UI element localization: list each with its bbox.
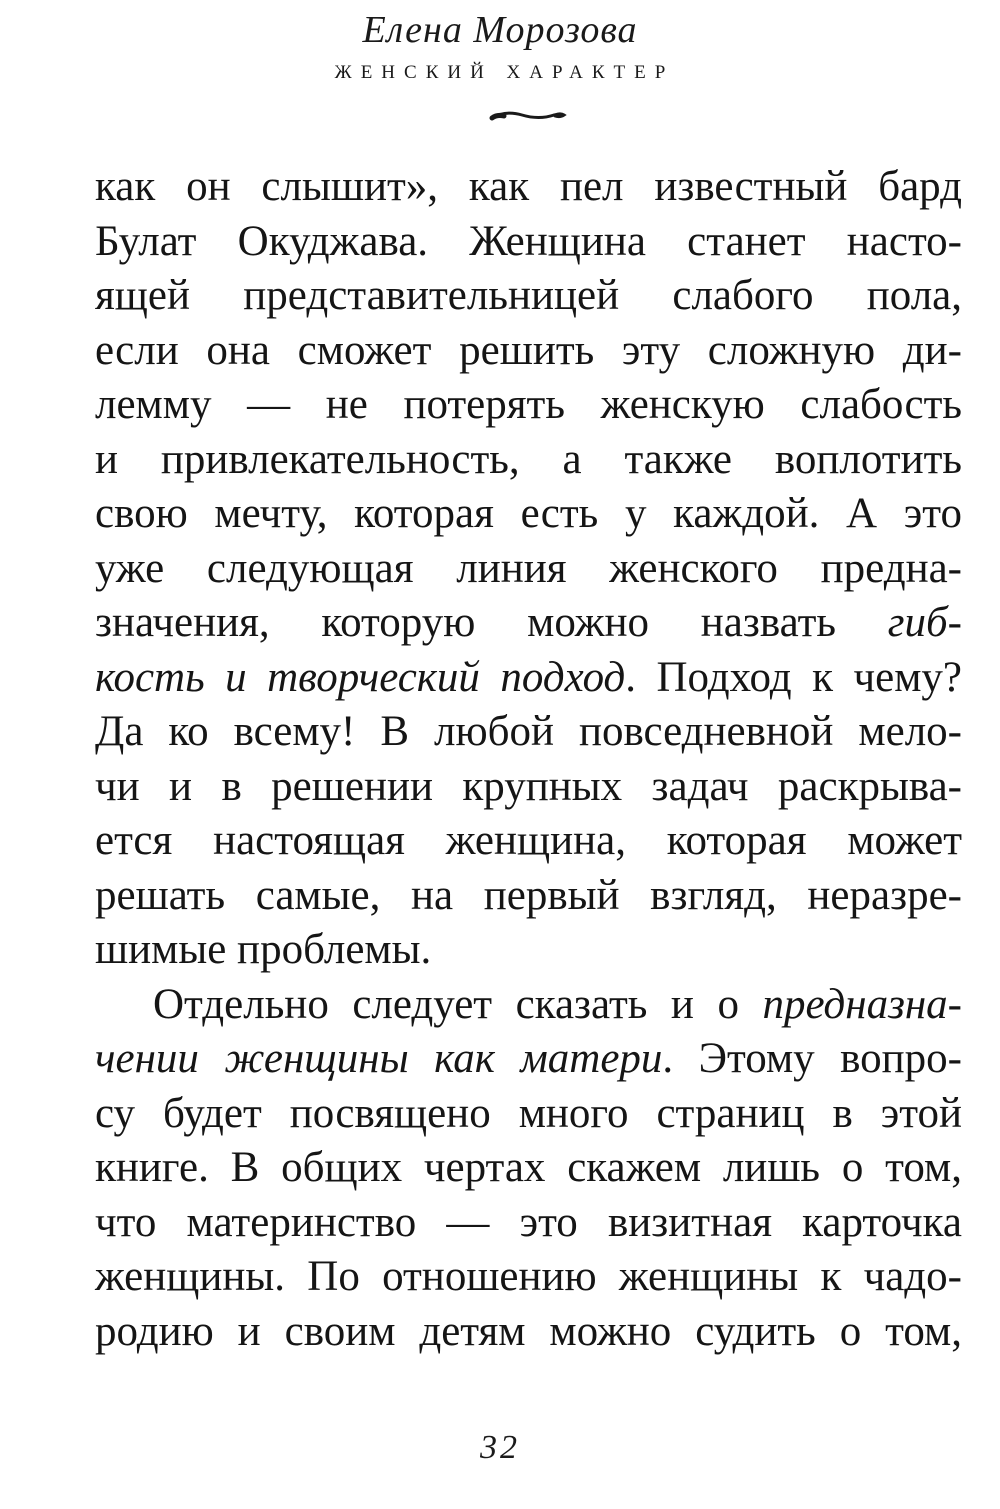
text-line: если она сможет решить эту сложную ди- [95, 326, 962, 374]
text-line: как он слышит», как пел известный бард [95, 163, 962, 210]
page-number: 32 [480, 1429, 520, 1466]
running-header [0, 8, 1000, 84]
text-line: су будет посвящено много страниц в этой [95, 1089, 962, 1137]
text-line: ется настоящая женщина, которая может [95, 817, 962, 864]
text-line: кость и творческий подход. Подход к чему? [95, 653, 963, 701]
text-line: что материнство — это визитная карточка [95, 1198, 962, 1246]
text-line: Булат Окуджава. Женщина станет насто- [95, 217, 962, 265]
italic-phrase: предназна- [762, 980, 962, 1028]
text-line: родию и своим детям можно судить о том, [95, 1307, 962, 1355]
text-line: значения, которую можно назвать гиб- [95, 599, 962, 646]
text-line: шимые проблемы. [95, 926, 432, 973]
text-line: и привлекательность, а также воплотить [95, 435, 962, 483]
text-line: лемму — не потерять женскую слабость [95, 381, 962, 428]
text-line: Да ко всему! В любой повседневной мело- [95, 708, 962, 755]
book-title: ЖЕНСКИЙ ХАРАКТЕР [334, 62, 675, 83]
flourish-ornament-icon [488, 106, 568, 126]
text-line: чи и в решении крупных задач раскрыва- [95, 762, 962, 810]
italic-phrase: кость и творческий подход [95, 653, 626, 701]
text-line: решать самые, на первый взгляд, неразре- [95, 871, 962, 919]
body-text [95, 160, 962, 1359]
italic-phrase: гиб- [887, 599, 962, 646]
text-line: уже следующая линия женского предна- [95, 544, 962, 592]
text-line: женщины. По отношению женщины к чадо- [95, 1253, 962, 1300]
italic-phrase: чении женщины как матери [95, 1035, 663, 1082]
text-line: книге. В общих чертах скажем лишь о том, [95, 1144, 962, 1191]
text-line: Отдельно следует сказать и о предназна- [153, 980, 962, 1028]
author-name: Елена Морозова [362, 9, 638, 51]
text-line: ящей представительницей слабого пола, [95, 272, 962, 319]
text-line: чении женщины как матери. Этому вопро- [95, 1035, 963, 1082]
text-line: свою мечту, которая есть у каждой. А это [95, 490, 962, 537]
